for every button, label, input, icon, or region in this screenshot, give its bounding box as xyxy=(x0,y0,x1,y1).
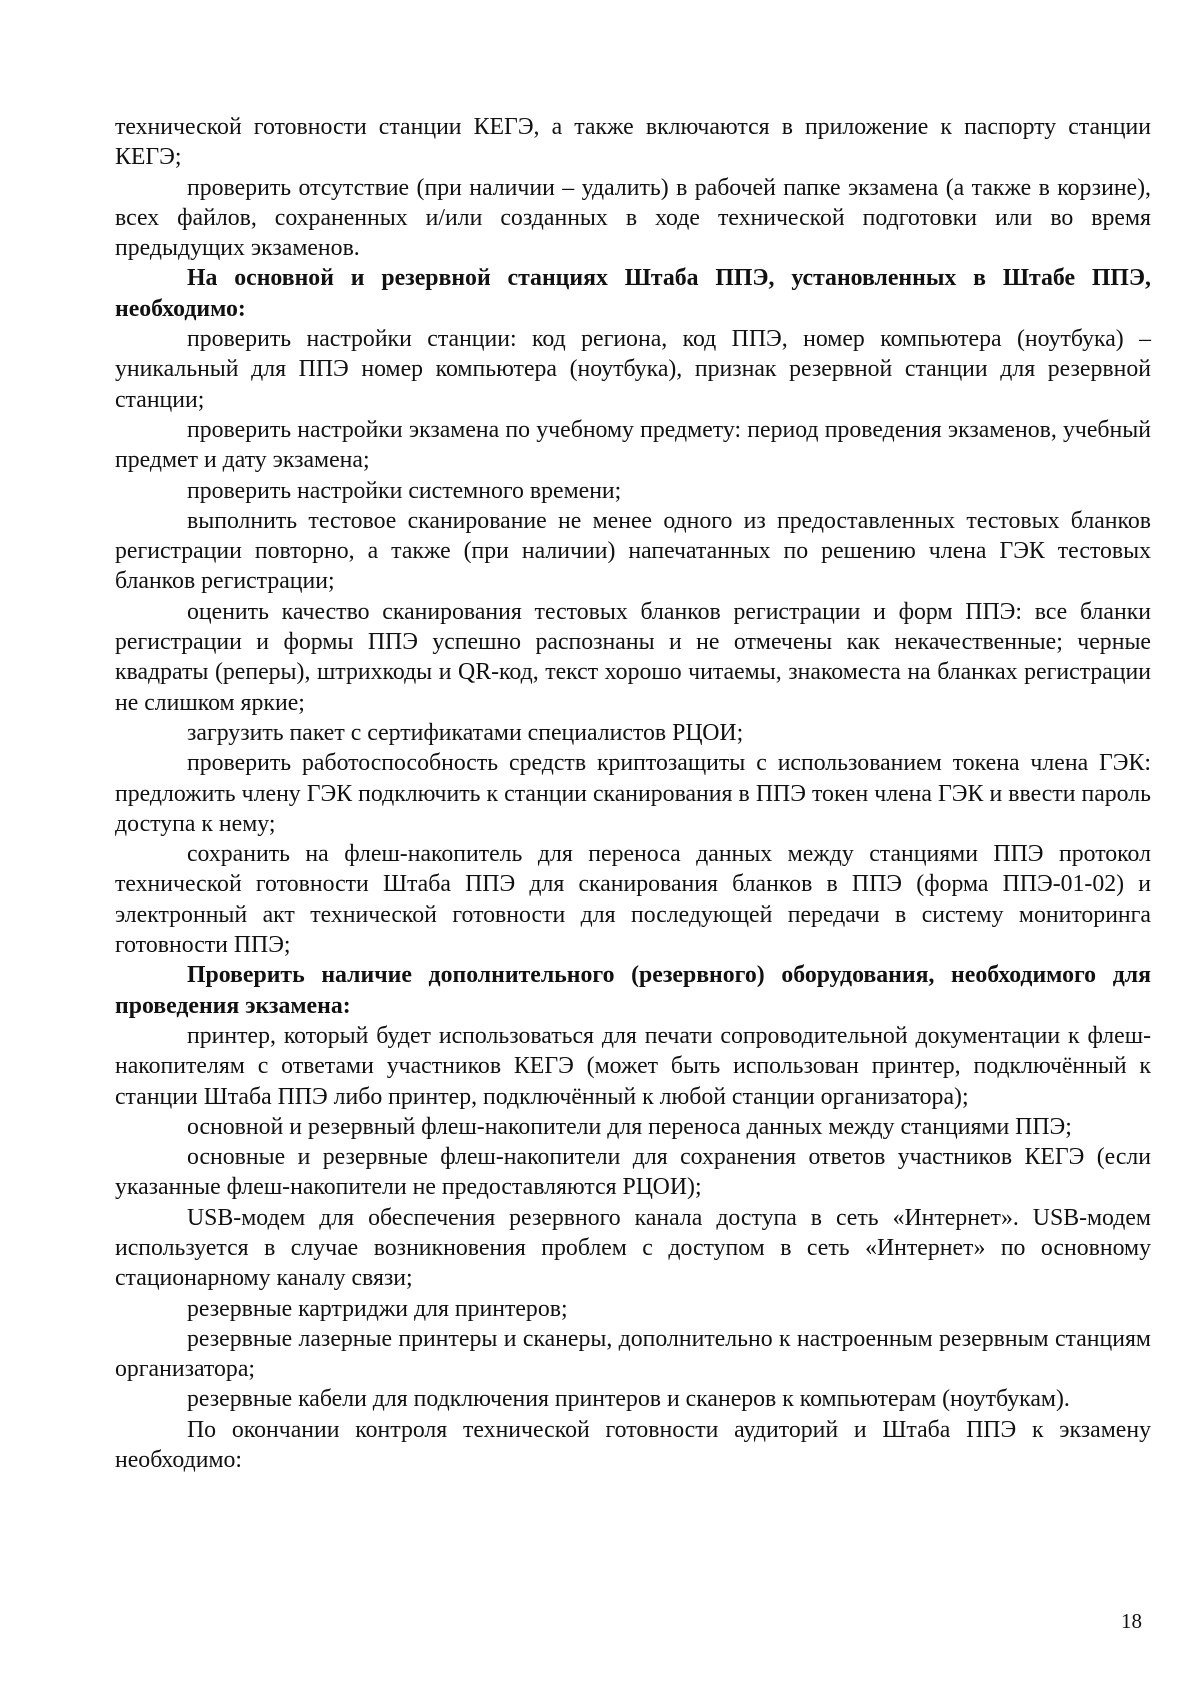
paragraph: По окончании контроля технической готовности аудиторий и Штаба ППЭ к экзамену необходимо: xyxy=(115,1416,1151,1474)
paragraph: резервные картриджи для принтеров; xyxy=(187,1295,568,1322)
section-heading: На основной и резервной станциях Штаба ППЭ, установленных в Штабе ППЭ, необходимо: xyxy=(115,265,1151,322)
paragraph: основной и резервный флеш-накопители для переноса данных между станциями ППЭ; xyxy=(187,1113,1072,1140)
paragraph: оценить качество сканирования тестовых бланков регистрации и форм ППЭ: все бланки регистрации и формы ППЭ успешно распознаны и не отмечены как некачественные; черные квадраты (реперы), штрихкоды и QR-код, текст хорошо читаемы, знакоместа на бланках регистрации не слишком яркие; xyxy=(115,598,1151,716)
paragraph: проверить настройки системного времени; xyxy=(187,477,622,504)
paragraph: проверить работоспособность средств криптозащиты с использованием токена члена ГЭК: предложить члену ГЭК подключить к станции сканирования в ППЭ токен члена ГЭК и ввести пароль доступа к нему; xyxy=(115,750,1151,837)
paragraph: проверить отсутствие (при наличии – удалить) в рабочей папке экзамена (а также в корзине), всех файлов, сохраненных и/или созданных в ходе технической подготовки или во время предыдущих экзаменов. xyxy=(115,174,1151,262)
paragraph: резервные кабели для подключения принтеров и сканеров к компьютерам (ноутбукам). xyxy=(187,1386,1070,1413)
paragraph: USB-модем для обеспечения резервного канала доступа в сеть «Интернет». USB-модем используется в случае возникновения проблем с доступом в сеть «Интернет» по основному стационарному каналу связи; xyxy=(115,1204,1151,1292)
paragraph: сохранить на флеш-накопитель для переноса данных между станциями ППЭ протокол технической готовности Штаба ППЭ для сканирования бланков в ППЭ (форма ППЭ-01-02) и электронный акт технической готовности для последующей передачи в систему мониторинга готовности ППЭ; xyxy=(115,841,1151,959)
paragraph: проверить настройки станции: код региона, код ППЭ, номер компьютера (ноутбука) – уникальный для ППЭ номер компьютера (ноутбука), признак резервной станции для резервной станции; xyxy=(115,326,1151,413)
paragraph: принтер, который будет использоваться для печати сопроводительной документации к флеш-накопителям с ответами участников КЕГЭ (может быть использован принтер, подключённый к станции Штаба ППЭ либо принтер, подключённый к любой станции организатора); xyxy=(115,1022,1151,1110)
paragraph: основные и резервные флеш-накопители для сохранения ответов участников КЕГЭ (если указанные флеш-накопители не предоставляются РЦОИ); xyxy=(115,1144,1151,1201)
paragraph: резервные лазерные принтеры и сканеры, дополнительно к настроенным резервным станциям организатора; xyxy=(115,1325,1151,1383)
paragraph: выполнить тестовое сканирование не менее одного из предоставленных тестовых бланков регистрации повторно, а также (при наличии) напечатанных по решению члена ГЭК тестовых бланков регистрации; xyxy=(115,507,1151,595)
paragraph: технической готовности станции КЕГЭ, а также включаются в приложение к паспорту станции КЕГЭ; xyxy=(115,114,1151,171)
page-number: 18 xyxy=(1121,1609,1142,1633)
section-heading: Проверить наличие дополнительного (резервного) оборудования, необходимого для проведения экзамена: xyxy=(115,962,1151,1019)
paragraph: загрузить пакет с сертификатами специалистов РЦОИ; xyxy=(187,719,744,746)
paragraph: проверить настройки экзамена по учебному предмету: период проведения экзаменов, учебный предмет и дату экзамена; xyxy=(115,416,1151,474)
document-page xyxy=(115,112,1151,1475)
